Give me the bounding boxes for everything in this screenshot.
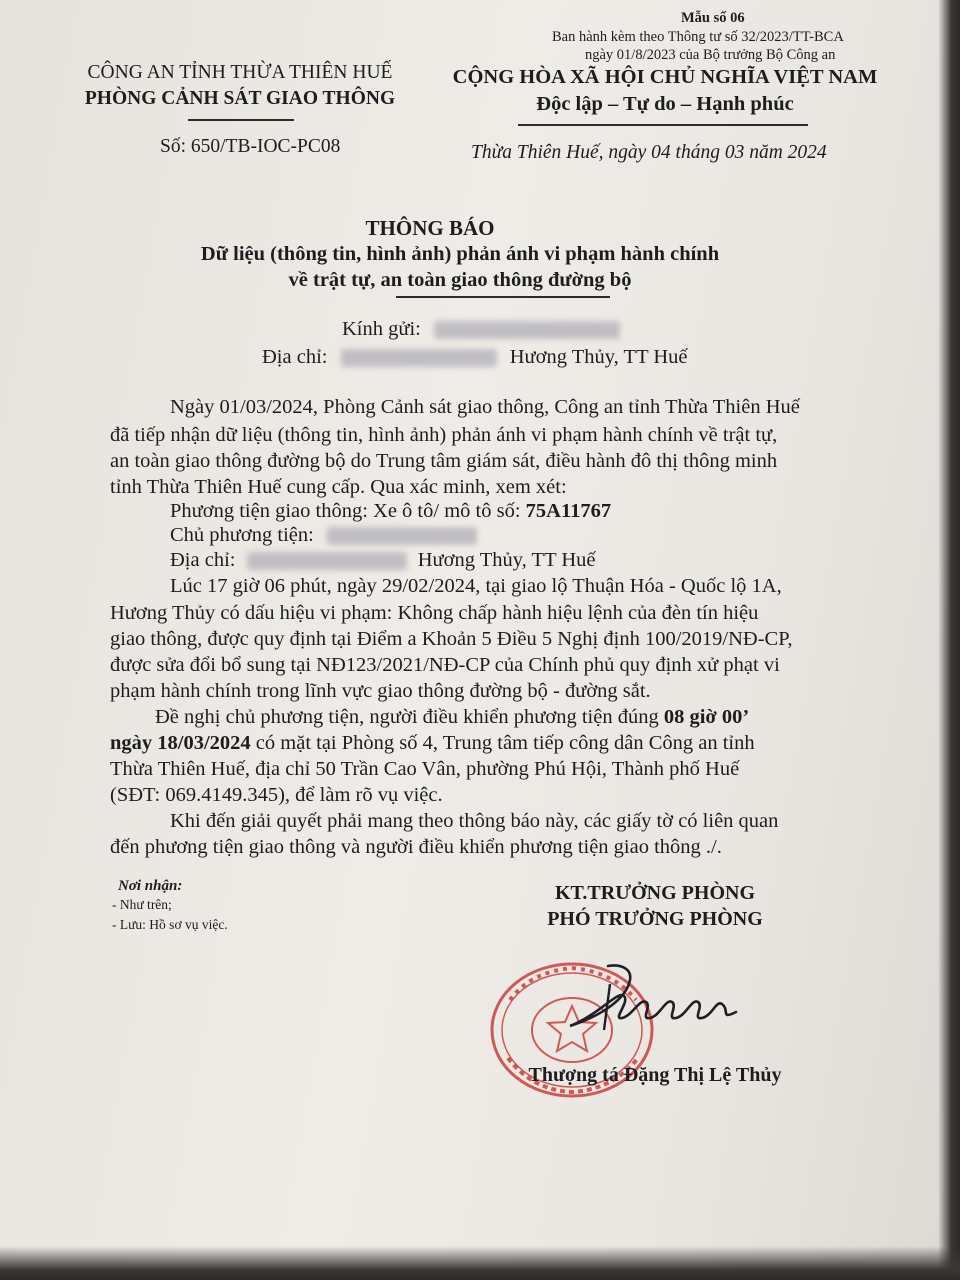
body-line: Hương Thủy có dấu hiệu vi phạm: Không chấp hành hiệu lệnh của đèn tín hiệu: [110, 602, 759, 624]
signer-name: Thượng tá Đặng Thị Lệ Thủy: [528, 1064, 782, 1086]
form-issued-line2: ngày 01/8/2023 của Bộ trưởng Bộ Công an: [585, 47, 836, 63]
document-subtitle-2: về trật tự, an toàn giao thông đường bộ: [288, 269, 632, 291]
redacted-owner-address: [247, 552, 407, 570]
body-line: phạm hành chính trong lĩnh vực giao thông đường bộ - đường sắt.: [110, 680, 651, 702]
title-underline: [396, 296, 610, 298]
appointment-time: 08 giờ 00’: [663, 706, 750, 728]
nation-motto: Độc lập – Tự do – Hạnh phúc: [536, 93, 794, 115]
kinh-gui-label: Kính gửi:: [342, 318, 421, 340]
license-plate: 75A11767: [525, 500, 612, 522]
agency-name: PHÒNG CẢNH SÁT GIAO THÔNG: [84, 88, 396, 109]
body-text: Đề nghị chủ phương tiện, người điều khiển phương tiện đúng: [155, 706, 659, 728]
redacted-name: [434, 321, 620, 339]
owner-address-label: Địa chỉ:: [170, 549, 236, 571]
body-line: an toàn giao thông đường bộ do Trung tâm giám sát, điều hành đô thị thông minh: [110, 450, 778, 472]
document-subtitle-1: Dữ liệu (thông tin, hình ảnh) phản ánh vi phạm hành chính: [200, 243, 720, 265]
vehicle-line: [170, 500, 611, 523]
recipient-line: [342, 318, 620, 341]
body-line: tỉnh Thừa Thiên Huế cung cấp. Qua xác minh, xem xét:: [110, 476, 567, 498]
appointment-line: [155, 706, 749, 729]
handwritten-signature-icon: [560, 960, 750, 1050]
recipient-address-line: [262, 346, 688, 369]
body-line: giao thông, được quy định tại Điểm a Khoản 5 Điều 5 Nghị định 100/2019/NĐ-CP,: [110, 628, 793, 650]
owner-address-line: [170, 549, 596, 572]
form-issued-line1: Ban hành kèm theo Thông tư số 32/2023/TT-BCA: [552, 29, 844, 45]
signer-role-2: PHÓ TRƯỞNG PHÒNG: [547, 908, 763, 930]
owner-label: Chủ phương tiện:: [170, 524, 314, 546]
redacted-owner: [327, 527, 477, 545]
body-line: được sửa đổi bổ sung tại NĐ123/2021/NĐ-CP của Chính phủ quy định xử phạt vi: [110, 654, 780, 676]
signer-role-1: KT.TRƯỞNG PHÒNG: [555, 882, 755, 904]
body-line: Ngày 01/03/2024, Phòng Cảnh sát giao thông, Công an tỉnh Thừa Thiên Huế: [170, 396, 800, 418]
redacted-address: [341, 349, 497, 367]
document-title: THÔNG BÁO: [365, 216, 495, 240]
motto-underline: [518, 124, 808, 126]
vehicle-label: Phương tiện giao thông: Xe ô tô/ mô tô số:: [170, 500, 521, 522]
nation-name: CỘNG HÒA XÃ HỘI CHỦ NGHĨA VIỆT NAM: [452, 66, 878, 88]
place-date: Thừa Thiên Huế, ngày 04 tháng 03 năm 2024: [471, 142, 827, 163]
document-number: Số: 650/TB-IOC-PC08: [160, 136, 341, 157]
form-code: Mẫu số 06: [681, 10, 745, 26]
appointment-date-line: [110, 732, 755, 755]
paper-edge-shadow: [938, 0, 960, 1280]
owner-line: [170, 524, 477, 547]
recipient-address-label: Địa chỉ:: [262, 346, 328, 368]
receivers-item: - Như trên;: [112, 897, 172, 912]
receivers-label: Nơi nhận:: [118, 878, 183, 894]
body-line: Khi đến giải quyết phải mang theo thông báo này, các giấy tờ có liên quan: [170, 810, 779, 832]
appointment-date: ngày 18/03/2024: [110, 732, 251, 754]
body-line: đến phương tiện giao thông và người điều khiển phương tiện giao thông ./.: [110, 836, 722, 858]
agency-parent: CÔNG AN TỈNH THỪA THIÊN HUẾ: [87, 62, 393, 83]
recipient-address-suffix: Hương Thủy, TT Huế: [509, 346, 688, 368]
body-text: có mặt tại Phòng số 4, Trung tâm tiếp công dân Công an tỉnh: [255, 732, 755, 754]
receivers-item: - Lưu: Hồ sơ vụ việc.: [112, 917, 228, 932]
owner-address-suffix: Hương Thủy, TT Huế: [417, 549, 596, 571]
paper-bottom-shadow: [0, 1246, 960, 1280]
body-line: (SĐT: 069.4149.345), để làm rõ vụ việc.: [110, 784, 443, 806]
agency-underline: [188, 119, 294, 121]
body-line: Thừa Thiên Huế, địa chỉ 50 Trần Cao Vân, phường Phú Hội, Thành phố Huế: [110, 758, 740, 780]
body-line: Lúc 17 giờ 06 phút, ngày 29/02/2024, tại giao lộ Thuận Hóa - Quốc lộ 1A,: [170, 575, 782, 597]
body-line: đã tiếp nhận dữ liệu (thông tin, hình ảnh) phản ánh vi phạm hành chính về trật tự,: [110, 424, 778, 446]
